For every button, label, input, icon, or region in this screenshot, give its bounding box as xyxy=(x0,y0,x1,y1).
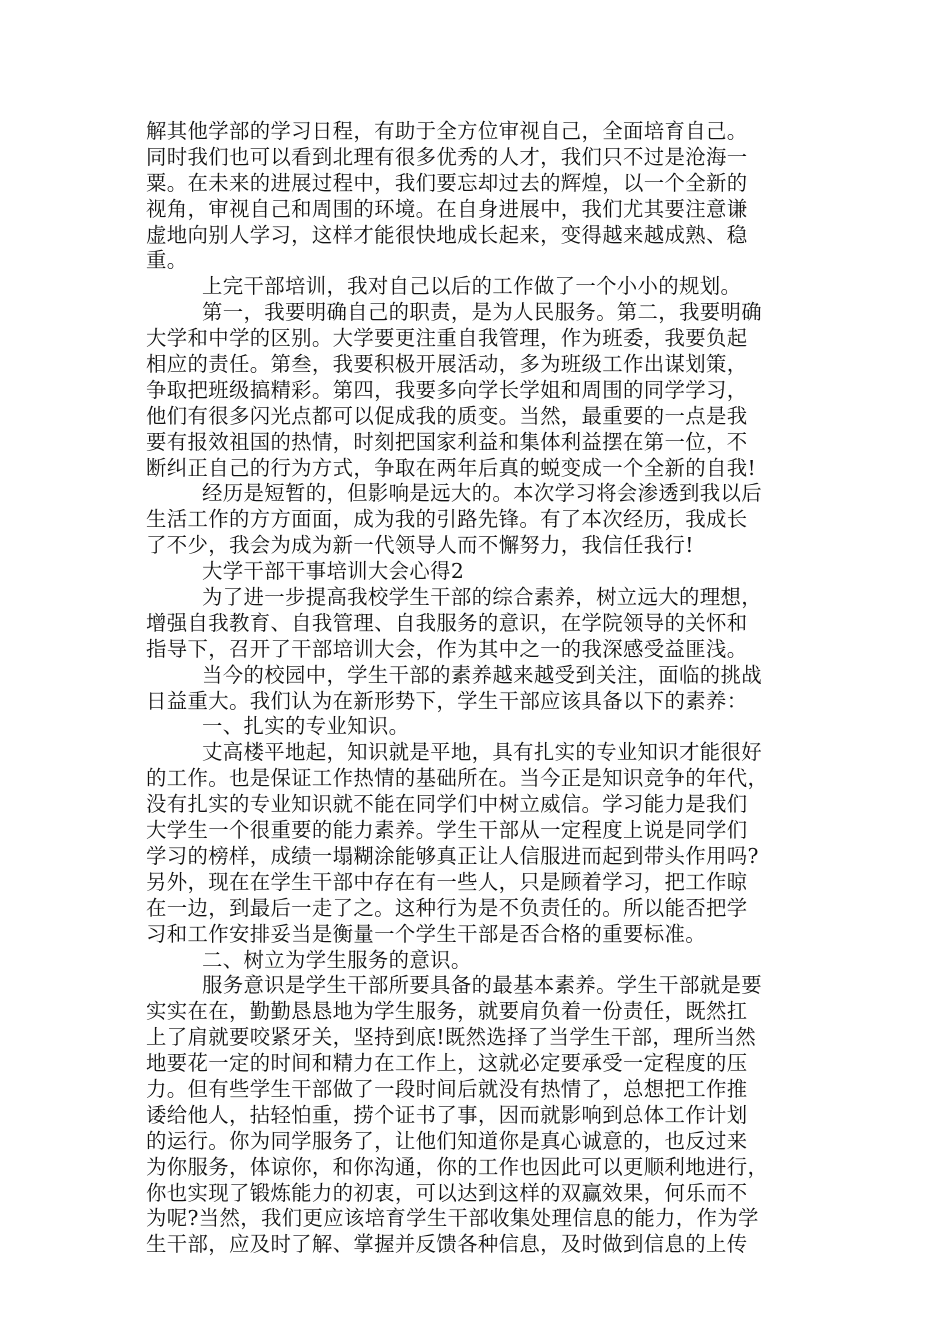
text-line: 的运行。你为同学服务了，让他们知道你是真心诚意的，也反过来 xyxy=(146,1128,748,1153)
text-line: 重。 xyxy=(146,248,188,273)
text-line: 经历是短暂的，但影响是远大的。本次学习将会渗透到我以后 xyxy=(202,481,762,506)
text-line: 地要花一定的时间和精力在工作上，这就必定要承受一定程度的压 xyxy=(146,1051,748,1076)
text-line: 实实在在，勤勤恳恳地为学生服务，就要肩负着一份责任，既然扛 xyxy=(146,999,748,1024)
text-line: 虚地向别人学习，这样才能很快地成长起来，变得越来越成熟、稳 xyxy=(146,222,748,247)
text-line: 服务意识是学生干部所要具备的最基本素养。学生干部就是要 xyxy=(202,973,762,998)
text-line: 大学生一个很重要的能力素养。学生干部从一定程度上说是同学们 xyxy=(146,818,748,843)
text-line: 为了进一步提高我校学生干部的综合素养，树立远大的理想， xyxy=(202,585,762,610)
text-line: 大学干部干事培训大会心得2 xyxy=(202,559,465,584)
text-line: 指导下，召开了干部培训大会，作为其中之一的我深感受益匪浅。 xyxy=(146,636,748,661)
text-line: 同时我们也可以看到北理有很多优秀的人才，我们只不过是沧海一 xyxy=(146,144,748,169)
text-line: 生干部，应及时了解、掌握并反馈各种信息，及时做到信息的上传 xyxy=(146,1232,748,1257)
text-line: 力。但有些学生干部做了一段时间后就没有热情了，总想把工作推 xyxy=(146,1076,748,1101)
text-line: 断纠正自己的行为方式，争取在两年后真的蜕变成一个全新的自我! xyxy=(146,455,757,480)
text-line: 一、扎实的专业知识。 xyxy=(202,714,410,739)
text-line: 第一，我要明确自己的职责，是为人民服务。第二，我要明确 xyxy=(202,300,762,325)
text-line: 为呢?当然，我们更应该培育学生干部收集处理信息的能力，作为学 xyxy=(146,1206,759,1231)
text-line: 日益重大。我们认为在新形势下，学生干部应该具备以下的素养： xyxy=(146,688,748,713)
text-line: 上了肩就要咬紧牙关，坚持到底!既然选择了当学生干部，理所当然 xyxy=(146,1025,757,1050)
text-line: 为你服务，体谅你，和你沟通，你的工作也因此可以更顺利地进行， xyxy=(146,1154,769,1179)
text-line: 粟。在未来的进展过程中，我们要忘却过去的辉煌，以一个全新的 xyxy=(146,170,748,195)
body-text xyxy=(146,119,816,1258)
text-line: 另外，现在在学生干部中存在有一些人，只是顾着学习，把工作晾 xyxy=(146,869,748,894)
text-line: 诿给他人，拈轻怕重，捞个证书了事，因而就影响到总体工作计划 xyxy=(146,1102,748,1127)
text-line: 相应的责任。第叁，我要积极开展活动，多为班级工作出谋划策， xyxy=(146,352,748,377)
text-line: 要有报效祖国的热情，时刻把国家利益和集体利益摆在第一位，不 xyxy=(146,429,748,454)
text-line: 视角，审视自己和周围的环境。在自身进展中，我们尤其要注意谦 xyxy=(146,196,748,221)
text-line: 习和工作安排妥当是衡量一个学生干部是否合格的重要标准。 xyxy=(146,921,706,946)
text-line: 大学和中学的区别。大学要更注重自我管理，作为班委，我要负起 xyxy=(146,326,748,351)
text-line: 他们有很多闪光点都可以促成我的质变。当然，最重要的一点是我 xyxy=(146,403,748,428)
text-line: 丈高楼平地起，知识就是平地，具有扎实的专业知识才能很好 xyxy=(202,740,762,765)
text-line: 二、树立为学生服务的意识。 xyxy=(202,947,472,972)
text-line: 在一边，到最后一走了之。这种行为是不负责任的。所以能否把学 xyxy=(146,895,748,920)
text-line: 当今的校园中，学生干部的素养越来越受到关注，面临的挑战 xyxy=(202,662,762,687)
text-line: 增强自我教育、自我管理、自我服务的意识，在学院领导的关怀和 xyxy=(146,610,748,635)
text-line: 解其他学部的学习日程，有助于全方位审视自己，全面培育自己。 xyxy=(146,119,748,143)
text-line: 学习的榜样，成绩一塌糊涂能够真正让人信服进而起到带头作用吗? xyxy=(146,843,759,868)
text-line: 了不少，我会为成为新一代领导人而不懈努力，我信任我行! xyxy=(146,533,694,558)
text-line: 上完干部培训，我对自己以后的工作做了一个小小的规划。 xyxy=(202,274,742,299)
text-line: 的工作。也是保证工作热情的基础所在。当今正是知识竞争的年代， xyxy=(146,766,769,791)
text-line: 争取把班级搞精彩。第四，我要多向学长学姐和周围的同学学习， xyxy=(146,377,748,402)
text-line: 你也实现了锻炼能力的初衷，可以达到这样的双赢效果，何乐而不 xyxy=(146,1180,748,1205)
text-line: 没有扎实的专业知识就不能在同学们中树立威信。学习能力是我们 xyxy=(146,792,748,817)
text-line: 生活工作的方方面面，成为我的引路先锋。有了本次经历，我成长 xyxy=(146,507,748,532)
